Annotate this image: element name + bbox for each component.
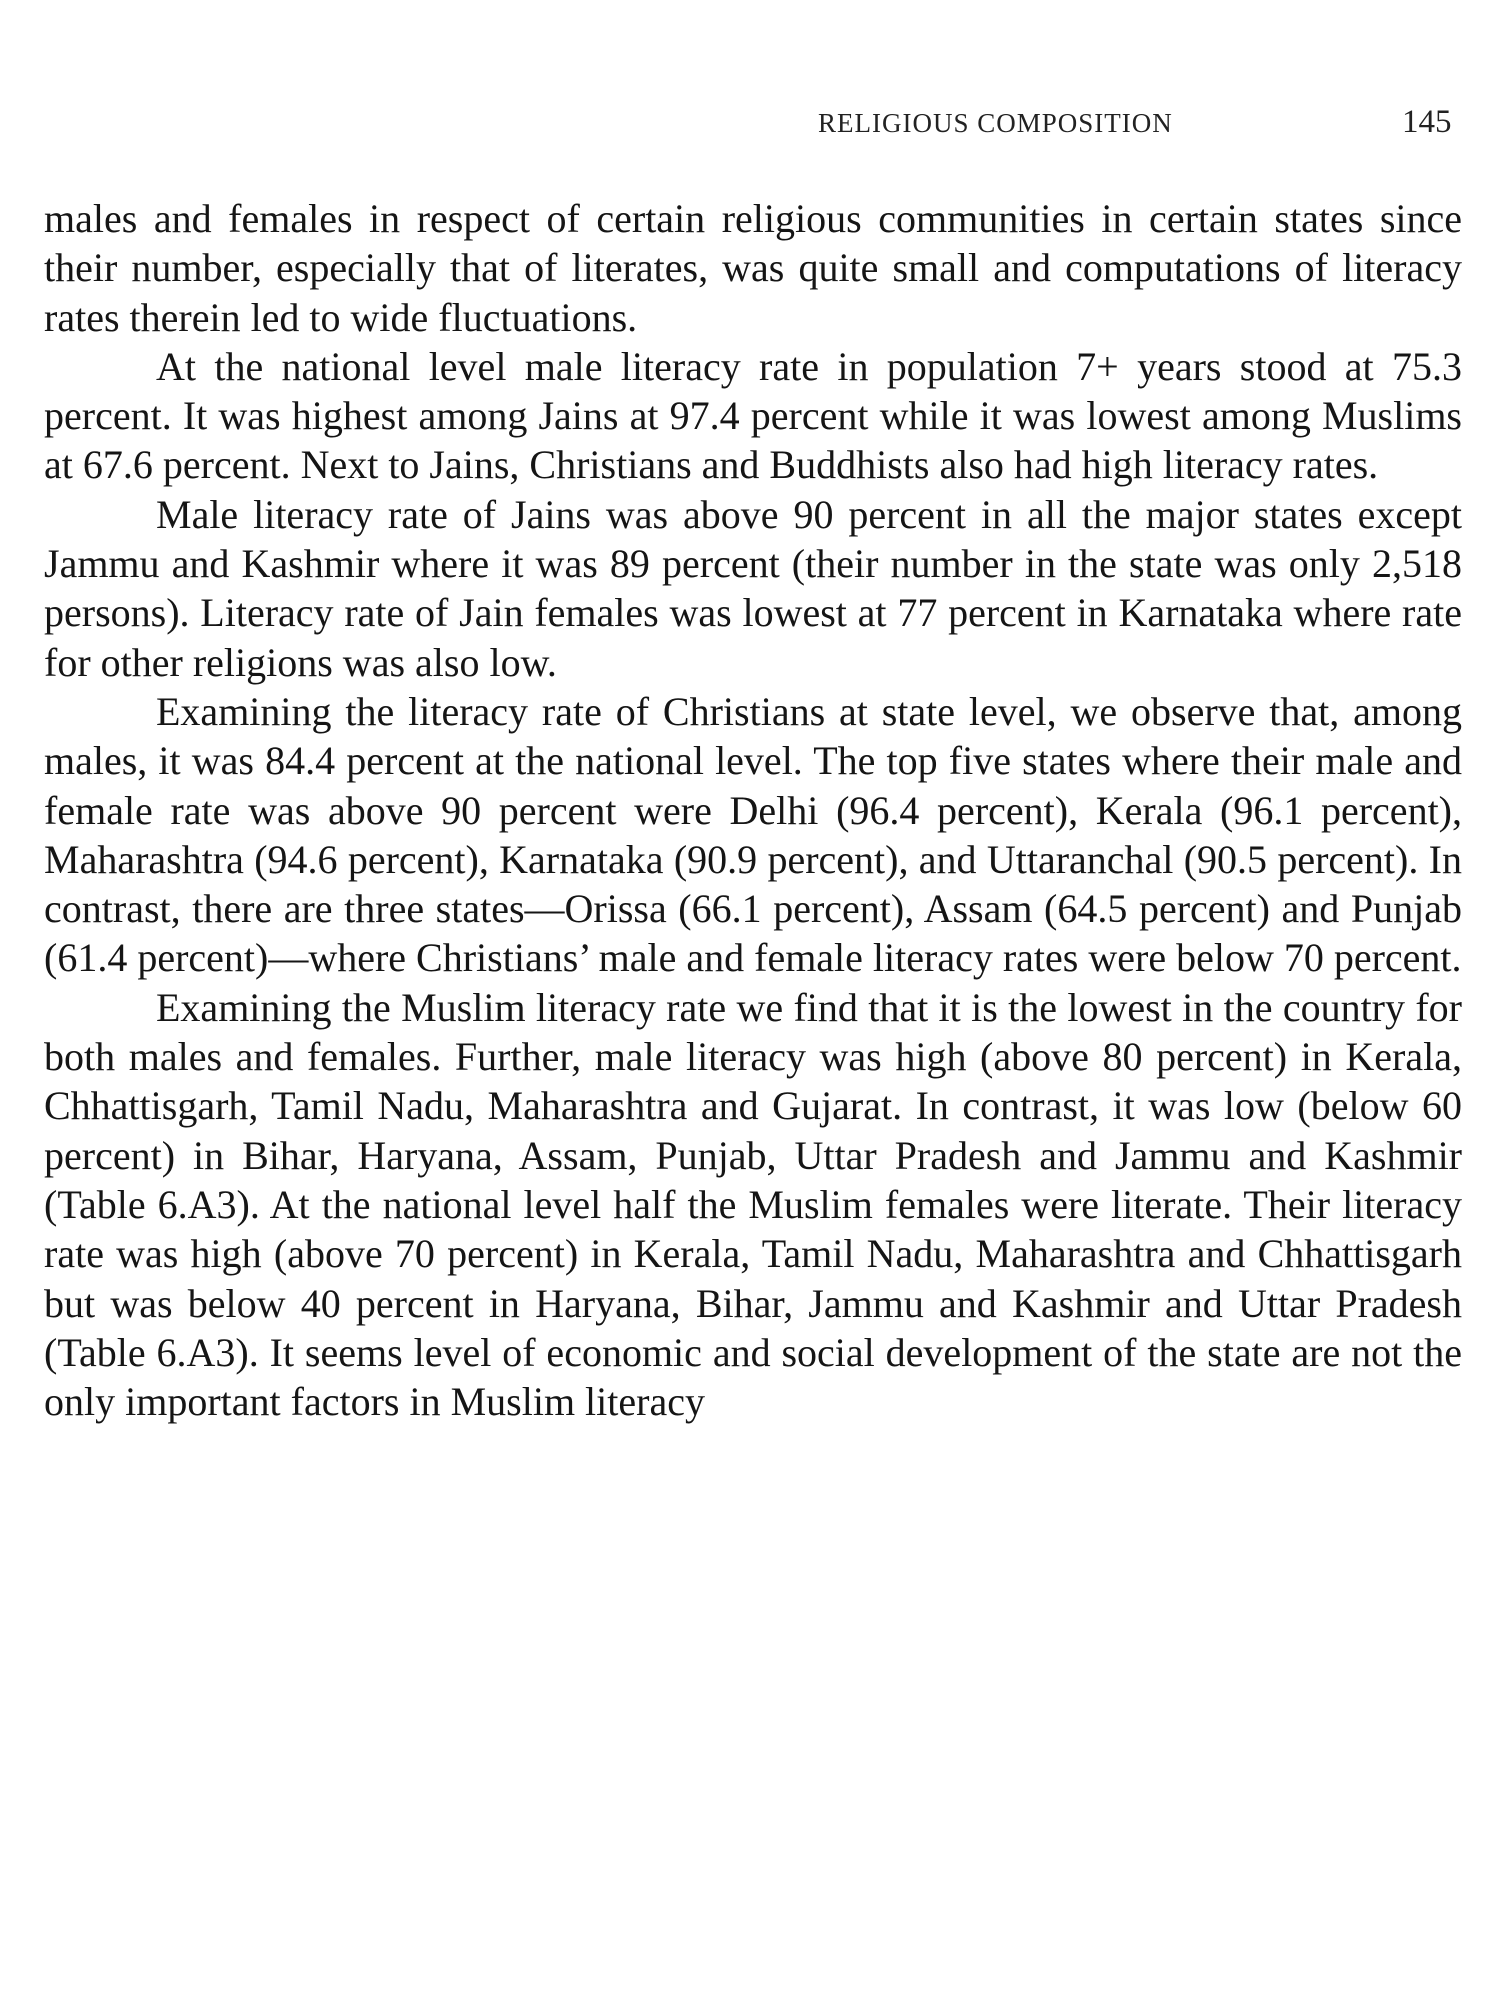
paragraph-muslim-literacy: Examining the Muslim literacy rate we find that it is the lowest in the country for both males and females. Further, male literacy was high (above 80 percent) in Kerala, Chhattisgarh, Tamil Nadu, Maharashtra and Gujarat. In contrast, it was low (below 60 percent) in Bihar, Haryana, Assam, Punjab, Uttar Pradesh and Jammu and Kashmir (Table 6.A3). At the national level half the Muslim females were literate. Their literacy rate was high (above 70 percent) in Kerala, Tamil Nadu, Maharashtra and Chhattisgarh but was below 40 percent in Haryana, Bihar, Jammu and Kashmir and Uttar Pradesh (Table 6.A3). It seems level of economic and social development of the state are not the only important factors in Muslim literacy [44, 984, 1462, 1425]
paragraph-national-male-literacy: At the national level male literacy rate in population 7+ years stood at 75.3 percent. It was highest among Jains at 97.4 percent while it was lowest among Muslims at 67.6 percent. Next to Jains, Christians and Buddhists also had high literacy rates. [44, 343, 1462, 488]
page-number: 145 [1402, 104, 1452, 140]
paragraph-jain-literacy: Male literacy rate of Jains was above 90 percent in all the major states except Jammu and Kashmir where it was 89 percent (their number in the state was only 2,518 persons). Literacy rate of Jain females was lowest at 77 percent in Karnataka where rate for other religions was also low. [44, 491, 1462, 685]
body-text [44, 194, 1462, 1426]
running-title: RELIGIOUS COMPOSITION [818, 108, 1173, 138]
running-header [0, 104, 1500, 144]
paragraph-christian-literacy: Examining the literacy rate of Christians at state level, we observe that, among males, it was 84.4 percent at the national level. The top five states where their male and female rate was above 90 percent were Delhi (96.4 percent), Kerala (96.1 percent), Maharashtra (94.6 percent), Karnataka (90.9 percent), and Uttaranchal (90.5 percent). In contrast, there are three states—Orissa (66.1 percent), Assam (64.5 percent) and Punjab (61.4 percent)—where Christians’ male and female literacy rates were below 70 percent. [44, 688, 1462, 981]
paragraph-continued: males and females in respect of certain religious communities in certain states since their number, especially that of literates, was quite small and computations of literacy rates therein led to wide fluctuations. [44, 196, 1462, 340]
